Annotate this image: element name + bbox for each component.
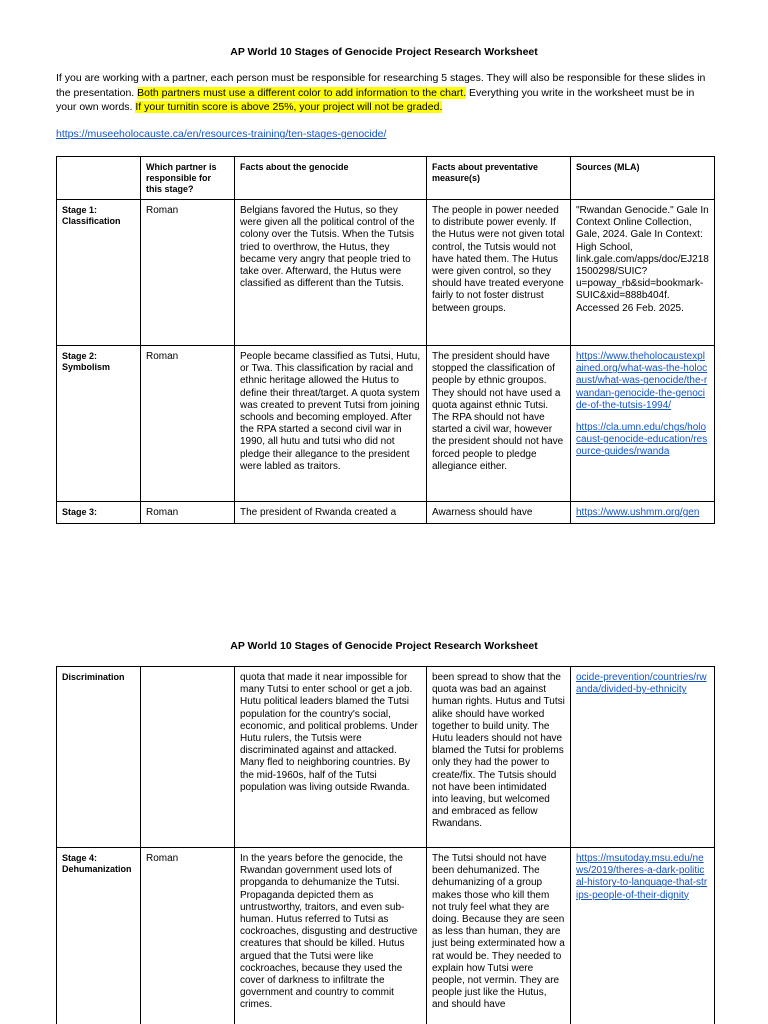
- source-cell: [571, 502, 715, 524]
- table-header-row: [57, 157, 715, 200]
- source-link[interactable]: https://www.ushmm.org/gen: [576, 507, 700, 518]
- instructions-text-2: Everything you write in the worksheet must be in your own words.: [56, 86, 695, 113]
- source-link[interactable]: ocide-prevention/countries/rwanda/divided-by-ethnicity: [576, 672, 707, 696]
- source-link[interactable]: https://cla.umn.edu/chgs/holocaust-genocide-education/resource-guides/rwanda: [576, 422, 708, 458]
- header-partner: Which partner is responsible for this stage?: [141, 157, 235, 200]
- spacer: [576, 412, 709, 422]
- worksheet-page-2: [0, 592, 768, 1024]
- research-table: [56, 156, 715, 524]
- prevention-cell: The president should have stopped the classification of people by ethnic groupos. They should not have used a quota against ethnic Tutsi. The RPA should not have started a civil war, however the president should not have forced people to pledge allegiance either.: [427, 346, 571, 502]
- source-cell: [571, 848, 715, 1024]
- page-title: AP World 10 Stages of Genocide Project Research Worksheet: [230, 640, 538, 652]
- facts-cell: People became classified as Tutsi, Hutu, or Twa. This classification by racial and ethnic heritage allowed the Hutus to define their threat/target. A quota system was created to prevent Tutsi from joining schools and becoming employed. After the RPA started a second civil war in 1990, all hutu and tutsi who did not pledge their allegance to the president were labled as traitors.: [235, 346, 427, 502]
- page-2-viewport: [0, 592, 768, 1024]
- stage-label: Stage 2: Symbolism: [57, 346, 141, 502]
- table-row: [57, 848, 715, 1024]
- facts-cell: The president of Rwanda created a: [235, 502, 427, 524]
- source-cell: [571, 346, 715, 502]
- stage-label: Discrimination: [57, 667, 141, 848]
- prevention-cell: been spread to show that the quota was bad an against human rights. Hutus and Tutsi alike should have worked together to build unity. The Hutu leaders should not have blamed the Tutsi for problems only they had the power to create/fix. The Tutsis should not have been intimidated into leaving, but welcomed and embraced as fellow Rwandans.: [427, 667, 571, 848]
- source-link[interactable]: https://www.theholocaustexplained.org/what-was-the-holocaust/what-was-genocide/the-rwandan-genocide-the-genocide-of-the-tutsis-1994/: [576, 351, 708, 411]
- source-cell: "Rwandan Genocide." Gale In Context Online Collection, Gale, 2024. Gale In Context: High School, link.gale.com/apps/doc/EJ2181500298/SUIC?u=poway_rb&sid=bookmark-SUIC&xid=888b404f. Accessed 26 Feb. 2025.: [571, 200, 715, 346]
- header-prevention: Facts about preventative measure(s): [427, 157, 571, 200]
- facts-cell: In the years before the genocide, the Rwandan government used lots of propganda to dehumanize the Tutsi. Propaganda depicted them as untrustworthy, traitors, and even sub-human. Hutus referred to Tutsi as cockroaches, disgusting and destructive creatures that should be killed. Hutus argued that the Tutsi were like cockroaches, because they used the cover of darkness to infiltrate the government and country to commit crimes.: [235, 848, 427, 1024]
- page-title: AP World 10 Stages of Genocide Project Research Worksheet: [230, 46, 538, 58]
- partner-cell: Roman: [141, 346, 235, 502]
- header-facts: Facts about the genocide: [235, 157, 427, 200]
- partner-cell: Roman: [141, 200, 235, 346]
- stage-label: Stage 4: Dehumanization: [57, 848, 141, 1024]
- source-link[interactable]: https://msutoday.msu.edu/news/2019/theres-a-dark-political-history-to-language-that-strips-people-of-their-dignity: [576, 853, 708, 901]
- stage-label: Stage 1: Classification: [57, 200, 141, 346]
- header-sources: Sources (MLA): [571, 157, 715, 200]
- partner-cell: Roman: [141, 502, 235, 524]
- resource-link[interactable]: https://museeholocauste.ca/en/resources-training/ten-stages-genocide/: [56, 128, 387, 140]
- facts-cell: Belgians favored the Hutus, so they were given all the political control of the colony over the Tutsis. When the Tutsis tried to overthrow, the Hutus, they became very angry that people tried to take over. Afterward, the Hutus were classified as different than the Tutsis.: [235, 200, 427, 346]
- research-table-continued: [56, 666, 715, 1024]
- partner-cell: [141, 667, 235, 848]
- stage-label: Stage 3:: [57, 502, 141, 524]
- prevention-cell: The people in power needed to distribute power evenly. If the Hutus were not given total control, the Tutsis would not have hated them. The Hutus were given control, so they should have treated everyone fairly to not foster distrust between groups.: [427, 200, 571, 346]
- instructions-text-1: If you are working with a partner, each person must be responsible for researching 5 stages. They will also be responsible for these slides in the presentation.: [56, 72, 706, 99]
- facts-cell: quota that made it near impossible for many Tutsi to enter school or get a job. Hutu political leaders blamed the Tutsi population for the country's social, economic, and political problems. Under Hutu rulers, the Tutsis were discriminated against and attacked. Many fled to neighboring countries. By the mid-1960s, half of the Tutsi population was living outside Rwanda.: [235, 667, 427, 848]
- table-row: [57, 667, 715, 848]
- partner-cell: Roman: [141, 848, 235, 1024]
- header-stage: [57, 157, 141, 200]
- highlighted-instruction-turnitin: If your turnitin score is above 25%, your project will not be graded.: [135, 101, 443, 113]
- prevention-cell: Awarness should have: [427, 502, 571, 524]
- highlighted-instruction-color: Both partners must use a different color to add information to the chart.: [137, 86, 467, 99]
- source-cell: [571, 667, 715, 848]
- table-row: [57, 502, 715, 524]
- table-row: [57, 200, 715, 346]
- instructions-paragraph: [56, 71, 716, 115]
- page-break: [0, 580, 768, 592]
- table-row: [57, 346, 715, 502]
- prevention-cell: The Tutsi should not have been dehumanized. The dehumanizing of a group makes those who kill them not truly feel what they are doing. Because they are seen as less than human, they are just being exterminated how a rat would be. They needed to explain how Tutsi were people, not vermin. They are people just like the Hutus, and should have: [427, 848, 571, 1024]
